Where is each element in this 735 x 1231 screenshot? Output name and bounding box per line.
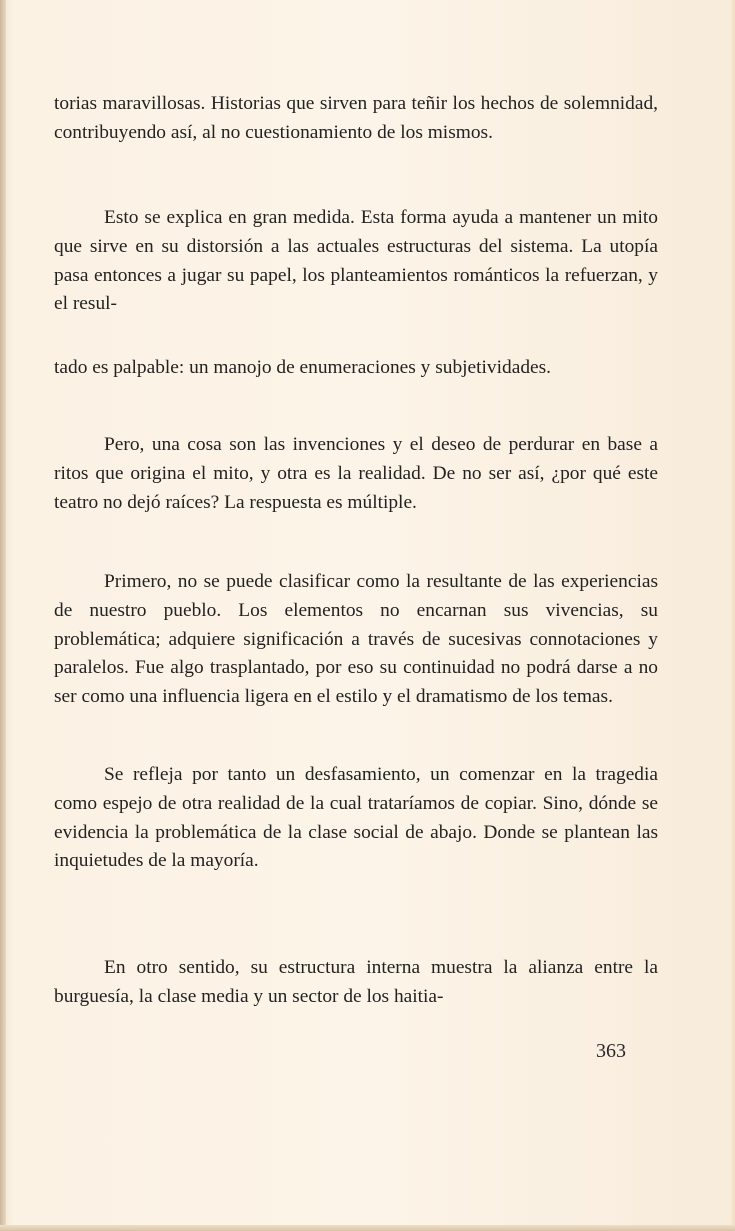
paragraph-7 <box>54 954 658 1012</box>
paragraph-text: En otro sentido, su estructura interna muestra la alianza entre la burguesía, la clase media y un sector de los haitia- <box>54 957 658 1007</box>
paragraph-6 <box>54 761 658 876</box>
page-binding-edge <box>0 0 6 1231</box>
paragraph-1 <box>54 90 658 148</box>
paragraph-5 <box>54 568 658 712</box>
paragraph-text: torias maravillosas. Historias que sirven para teñir los hechos de solemnidad, contribuyendo así, al no cuestionamiento de los mismos. <box>54 93 658 143</box>
paragraph-text: Se refleja por tanto un desfasamiento, un comenzar en la tragedia como espejo de otra realidad de la cual trataríamos de copiar. Sino, dónde se evidencia la problemática de la clase social de abajo. Donde se plantean las inquietudes de la mayoría. <box>54 764 658 872</box>
paragraph-text: Pero, una cosa son las invenciones y el deseo de perdurar en base a ritos que origina el mito, y otra es la realidad. De no ser así, ¿por qué este teatro no dejó raíces? La respuesta es múltiple. <box>54 434 658 513</box>
paragraph-3 <box>54 354 658 383</box>
paragraph-text: Primero, no se puede clasificar como la resultante de las experiencias de nuestro pueblo. Los elementos no encarnan sus vivencias, su problemática; adquiere significación a través de sucesivas connotaciones y paralelos. Fue algo trasplantado, por eso su continuidad no podrá darse a no ser como una influencia ligera en el estilo y el dramatismo de los temas. <box>54 571 658 708</box>
paragraph-text: Esto se explica en gran medida. Esta forma ayuda a mantener un mito que sirve en su distorsión a las actuales estructuras del sistema. La utopía pasa entonces a jugar su papel, los planteamientos románticos la refuerzan, y el resul- <box>54 207 658 315</box>
paragraph-text: tado es palpable: un manojo de enumeraciones y subjetividades. <box>54 357 552 378</box>
page-number: 363 <box>596 1040 626 1062</box>
paragraph-2 <box>54 204 658 319</box>
paragraph-4 <box>54 431 658 517</box>
page-bottom-edge <box>0 1225 735 1231</box>
